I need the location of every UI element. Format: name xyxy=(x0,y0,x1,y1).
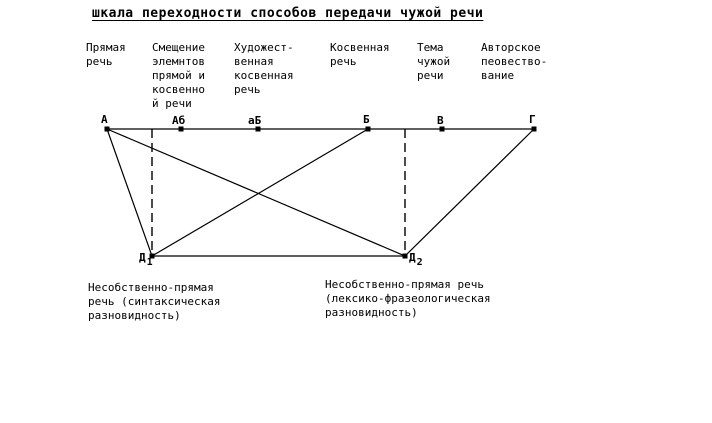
edge-b-d1 xyxy=(152,129,368,256)
point-d2-marker xyxy=(403,254,408,259)
point-v-marker xyxy=(440,127,445,132)
point-a-marker xyxy=(105,127,110,132)
edge-a-d1 xyxy=(107,129,152,256)
point-g-marker xyxy=(532,127,537,132)
point-ab-marker xyxy=(179,127,184,132)
column-label-artistic-indirect: Художест- венная косвенная речь xyxy=(234,41,294,96)
point-label-v: В xyxy=(437,114,444,127)
column-label-topic: Тема чужой речи xyxy=(417,41,451,82)
point-label-ab: Аб xyxy=(172,114,186,127)
point-label-d2: Д2 xyxy=(409,251,423,268)
point-b-marker xyxy=(366,127,371,132)
point-label-ab2: аБ xyxy=(248,114,262,127)
diagram-title: шкала переходности способов передачи чужой речи xyxy=(92,6,484,21)
caption-lexical-variety: Несобственно-прямая речь (лексико-фразеологическая разновидность) xyxy=(325,278,491,319)
column-label-indirect-speech: Косвенная речь xyxy=(330,41,390,68)
point-label-g: Г xyxy=(529,113,536,126)
edge-g-d2 xyxy=(405,129,534,256)
point-label-d1: Д1 xyxy=(139,251,153,268)
point-ab2-marker xyxy=(256,127,261,132)
column-label-mixed-elements: Смещение элемнтов прямой и косвенно й речи xyxy=(152,41,205,110)
point-label-a: А xyxy=(101,113,108,126)
column-label-author-narration: Авторское пеовество- вание xyxy=(481,41,548,82)
column-label-direct-speech: Прямая речь xyxy=(86,41,126,68)
caption-syntactic-variety: Несобственно-прямая речь (синтаксическая разновидность) xyxy=(88,281,221,322)
point-label-b: Б xyxy=(363,113,370,126)
